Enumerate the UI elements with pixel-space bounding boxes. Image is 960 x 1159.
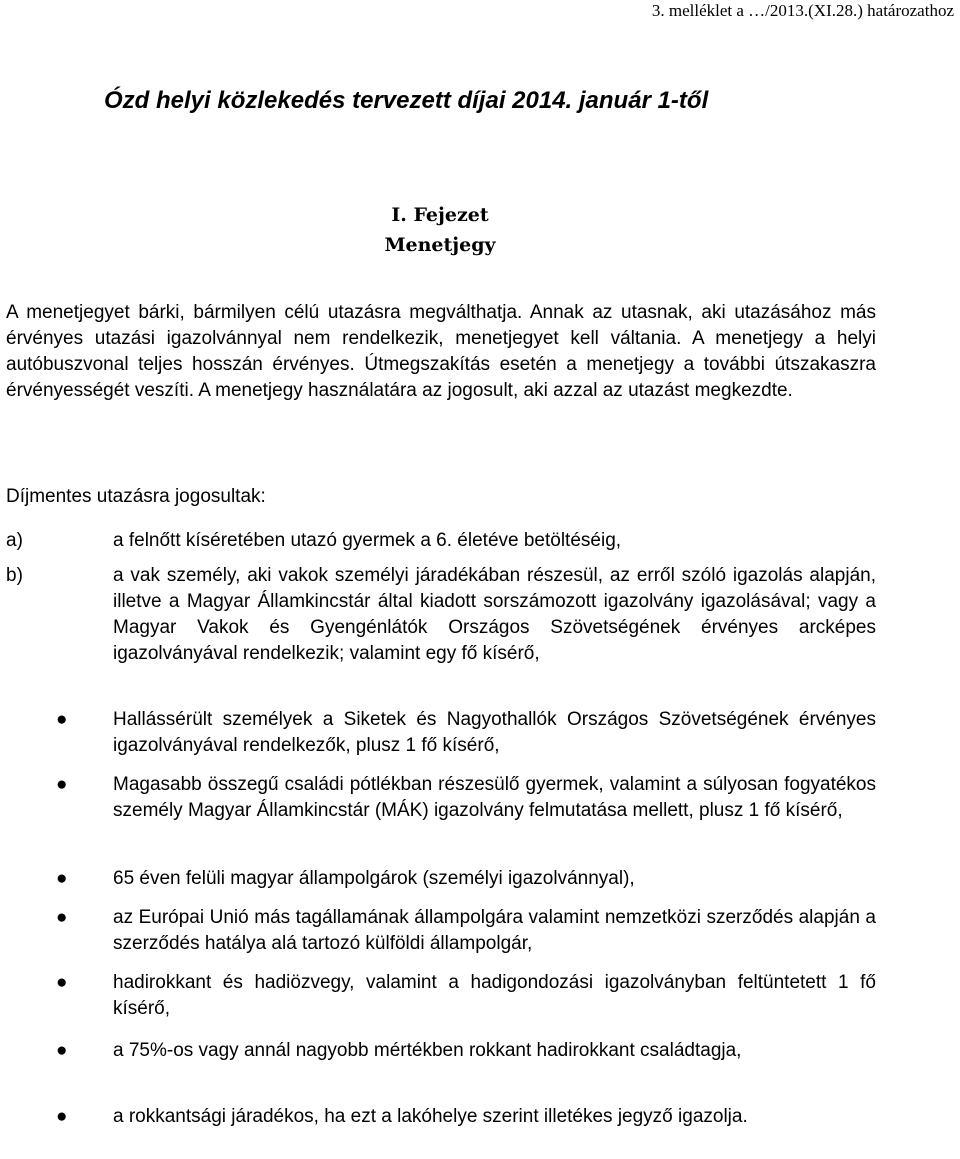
list-item-text: az Európai Unió más tagállamának állampolgára valamint nemzetközi szerződés alapján a szerződés hatálya alá tartozó külföldi állampolgár, [113,907,876,954]
list-item-text: a 75%-os vagy annál nagyobb mértékben rokkant hadirokkant családtagja, [113,1040,742,1061]
bullet-icon: ● [56,972,68,993]
list-item-text: a rokkantsági járadékos, ha ezt a lakóhelye szerint illetékes jegyző igazolja. [113,1106,748,1127]
page-title: Ózd helyi közlekedés tervezett díjai 2014. január 1-től [104,87,709,114]
list-marker: b) [6,565,23,586]
list-item-text: Hallássérült személyek a Siketek és Nagyothallók Országos Szövetségének érvényes igazolványával rendelkezők, plusz 1 fő kísérő, [113,709,876,756]
list-item-text: hadirokkant és hadiözvegy, valamint a hadigondozási igazolványban feltüntetett 1 fő kísérő, [113,972,876,1019]
list-item-text: a felnőtt kíséretében utazó gyermek a 6. életéve betöltéséig, [113,530,622,551]
chapter-number: I. Fejezet [391,204,489,226]
bullet-icon: ● [56,774,68,795]
bullet-icon: ● [56,907,68,928]
chapter-name: Menetjegy [384,234,496,256]
list-item-text: Magasabb összegű családi pótlékban részesülő gyermek, valamint a súlyosan fogyatékos személy Magyar Államkincstár (MÁK) igazolvány felmutatása mellett, plusz 1 fő kísérő, [113,774,876,821]
list-item-text: 65 éven felüli magyar állampolgárok (személyi igazolvánnyal), [113,868,635,889]
bullet-icon: ● [56,709,68,730]
annex-reference: 3. melléklet a …/2013.(XI.28.) határozathoz [651,1,954,20]
list-marker: a) [6,530,23,551]
free-travel-heading: Díjmentes utazásra jogosultak: [6,486,266,507]
bullet-icon: ● [56,1040,68,1061]
intro-paragraph: A menetjegyet bárki, bármilyen célú utazásra megválthatja. Annak az utasnak, aki utazásához más érvényes utazási igazolvánnyal nem rendelkezik, menetjegyet kell váltania. A menetjegy a helyi autóbuszvonal teljes hosszán érvényes. Útmegszakítás esetén a menetjegy a további útszakaszra érvényességét veszíti. A menetjegy használatára az jogosult, aki azzal az utazást megkezdte. [6,302,876,401]
bullet-icon: ● [56,1106,68,1127]
list-item-text: a vak személy, aki vakok személyi járadékában részesül, az erről szóló igazolás alapján, illetve a Magyar Államkincstár által kiadott sorszámozott igazolvány igazolásával; vagy a Magyar Vakok és Gyengénlátók Országos Szövetségének érvényes arcképes igazolványával rendelkezik; valamint egy fő kísérő, [113,565,876,664]
chapter-heading [0,200,880,260]
bullet-icon: ● [56,868,68,889]
